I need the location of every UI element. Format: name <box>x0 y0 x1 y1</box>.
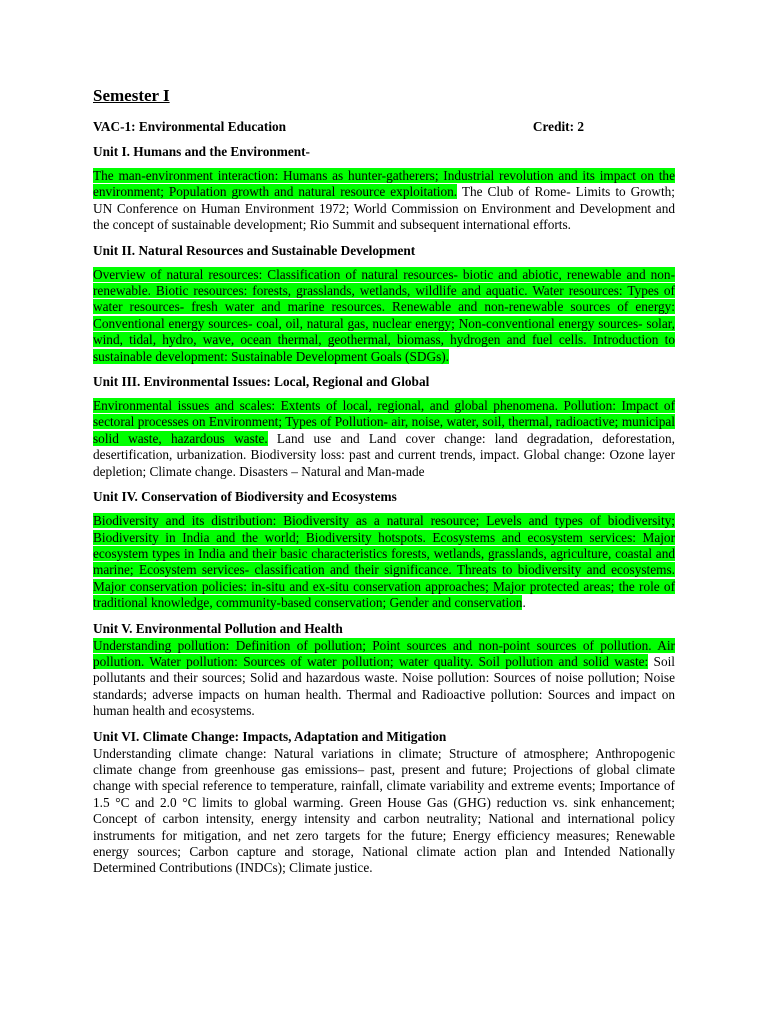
unit-3-description <box>93 398 675 480</box>
course-name: VAC-1: Environmental Education <box>93 119 287 134</box>
unit-5-text: Soil pollutants and their sources; Solid and hazardous waste. Noise pollution: Sources of noise pollution; Noise standards; adverse impacts on human health. Thermal and Radioactive pollution: Sources and impact on human health and ecosystems. <box>93 653 675 719</box>
unit-2-heading: Unit II. Natural Resources and Sustainable Development <box>93 242 416 258</box>
unit-6-description <box>93 746 675 877</box>
unit-2-highlighted-text: Overview of natural resources: Classification of natural resources- biotic and abiotic, renewable and non-renewable. Biotic resources: forests, grasslands, wetlands, wildlife and aquatic. Water resources: Types of water resources- fresh water and marine resources. Renewable and non-renewable sources of energy: Conventional energy sources- coal, oil, natural gas, nuclear energy; Non-conventional energy sources- solar, wind, tidal, hydro, wave, ocean thermal, geothermal, biomass, hydrogen and fuel cells. Introduction to sustainable development: Sustainable Development Goals (SDGs). <box>93 266 675 364</box>
unit-1-highlighted-text: The man-environment interaction: Humans as hunter-gatherers; Industrial revolution and its impact on the environment; Population growth and natural resource exploitation. <box>93 168 675 200</box>
unit-6-heading: Unit VI. Climate Change: Impacts, Adaptation and Mitigation <box>93 728 447 744</box>
unit-3-heading: Unit III. Environmental Issues: Local, Regional and Global <box>93 374 430 390</box>
unit-4-heading: Unit IV. Conservation of Biodiversity and Ecosystems <box>93 489 397 505</box>
unit-3-text: Land use and Land cover change: land degradation, deforestation, desertification, urbanization. Biodiversity loss: past and current trends, impact. Global change: Ozone layer depletion; Climate change. Disasters – Natural and Man-made <box>93 430 676 479</box>
unit-3-highlighted-text: Environmental issues and scales: Extents of local, regional, and global phenomena. Pollution: Impact of sectoral processes on Environment; Types of Pollution- air, noise, water, soil, thermal, radioactive; municipal solid waste, hazardous waste. <box>93 398 675 446</box>
unit-5-heading: Unit V. Environmental Pollution and Health <box>93 620 343 636</box>
unit-6-text: Understanding climate change: Natural variations in climate; Structure of atmosphere; Anthropogenic climate change from greenhouse gas emissions– past, present and future; Projections of global climate change with special reference to temperature, rainfall, climate variability and extreme events; Importance of 1.5 °C and 2.0 °C limits to global warming. Green House Gas (GHG) reduction vs. sink enhancement; Concept of carbon intensity, energy intensity and carbon neutrality; National and international policy instruments for mitigation, and net zero targets for the future; Energy efficiency measures; Renewable energy sources; Carbon capture and storage, National climate action plan and Intended Nationally Determined Contributions (INDCs); Climate justice. <box>93 745 675 876</box>
unit-4-highlighted-text: Biodiversity and its distribution: Biodiversity as a natural resource; Levels and types of biodiversity; Biodiversity in India and the world; Biodiversity hotspots. Ecosystems and ecosystem services: Major ecosystem types in India and their basic characteristics forests, wetlands, grasslands, agriculture, coastal and marine; Ecosystem services- classification and their significance. Threats to biodiversity and ecosystems. Major conservation policies: in-situ and ex-situ conservation approaches; Major protected areas; the role of traditional knowledge, community-based conservation; Gender and conservation <box>93 513 675 611</box>
course-credit: Credit: 2 <box>532 119 584 134</box>
unit-1-description <box>93 168 675 234</box>
unit-2-description <box>93 267 675 365</box>
unit-1-heading: Unit I. Humans and the Environment- <box>93 144 310 159</box>
semester-title: Semester I <box>93 86 170 105</box>
unit-5-description <box>93 638 675 720</box>
unit-5-highlighted-text: Understanding pollution: Definition of pollution; Point sources and non-point sources of pollution. Air pollution. Water pollution: Sources of water pollution; water quality. Soil pollution and solid waste: <box>93 637 675 669</box>
course-header <box>93 118 675 136</box>
syllabus-page <box>93 84 675 885</box>
unit-4-description <box>93 513 675 611</box>
unit-1-text: The Club of Rome- Limits to Growth; UN Conference on Human Environment 1972; World Commission on Environment and Development and the concept of sustainable development; Rio Summit and subsequent international efforts. <box>93 184 675 233</box>
unit-4-text: . <box>522 595 526 611</box>
